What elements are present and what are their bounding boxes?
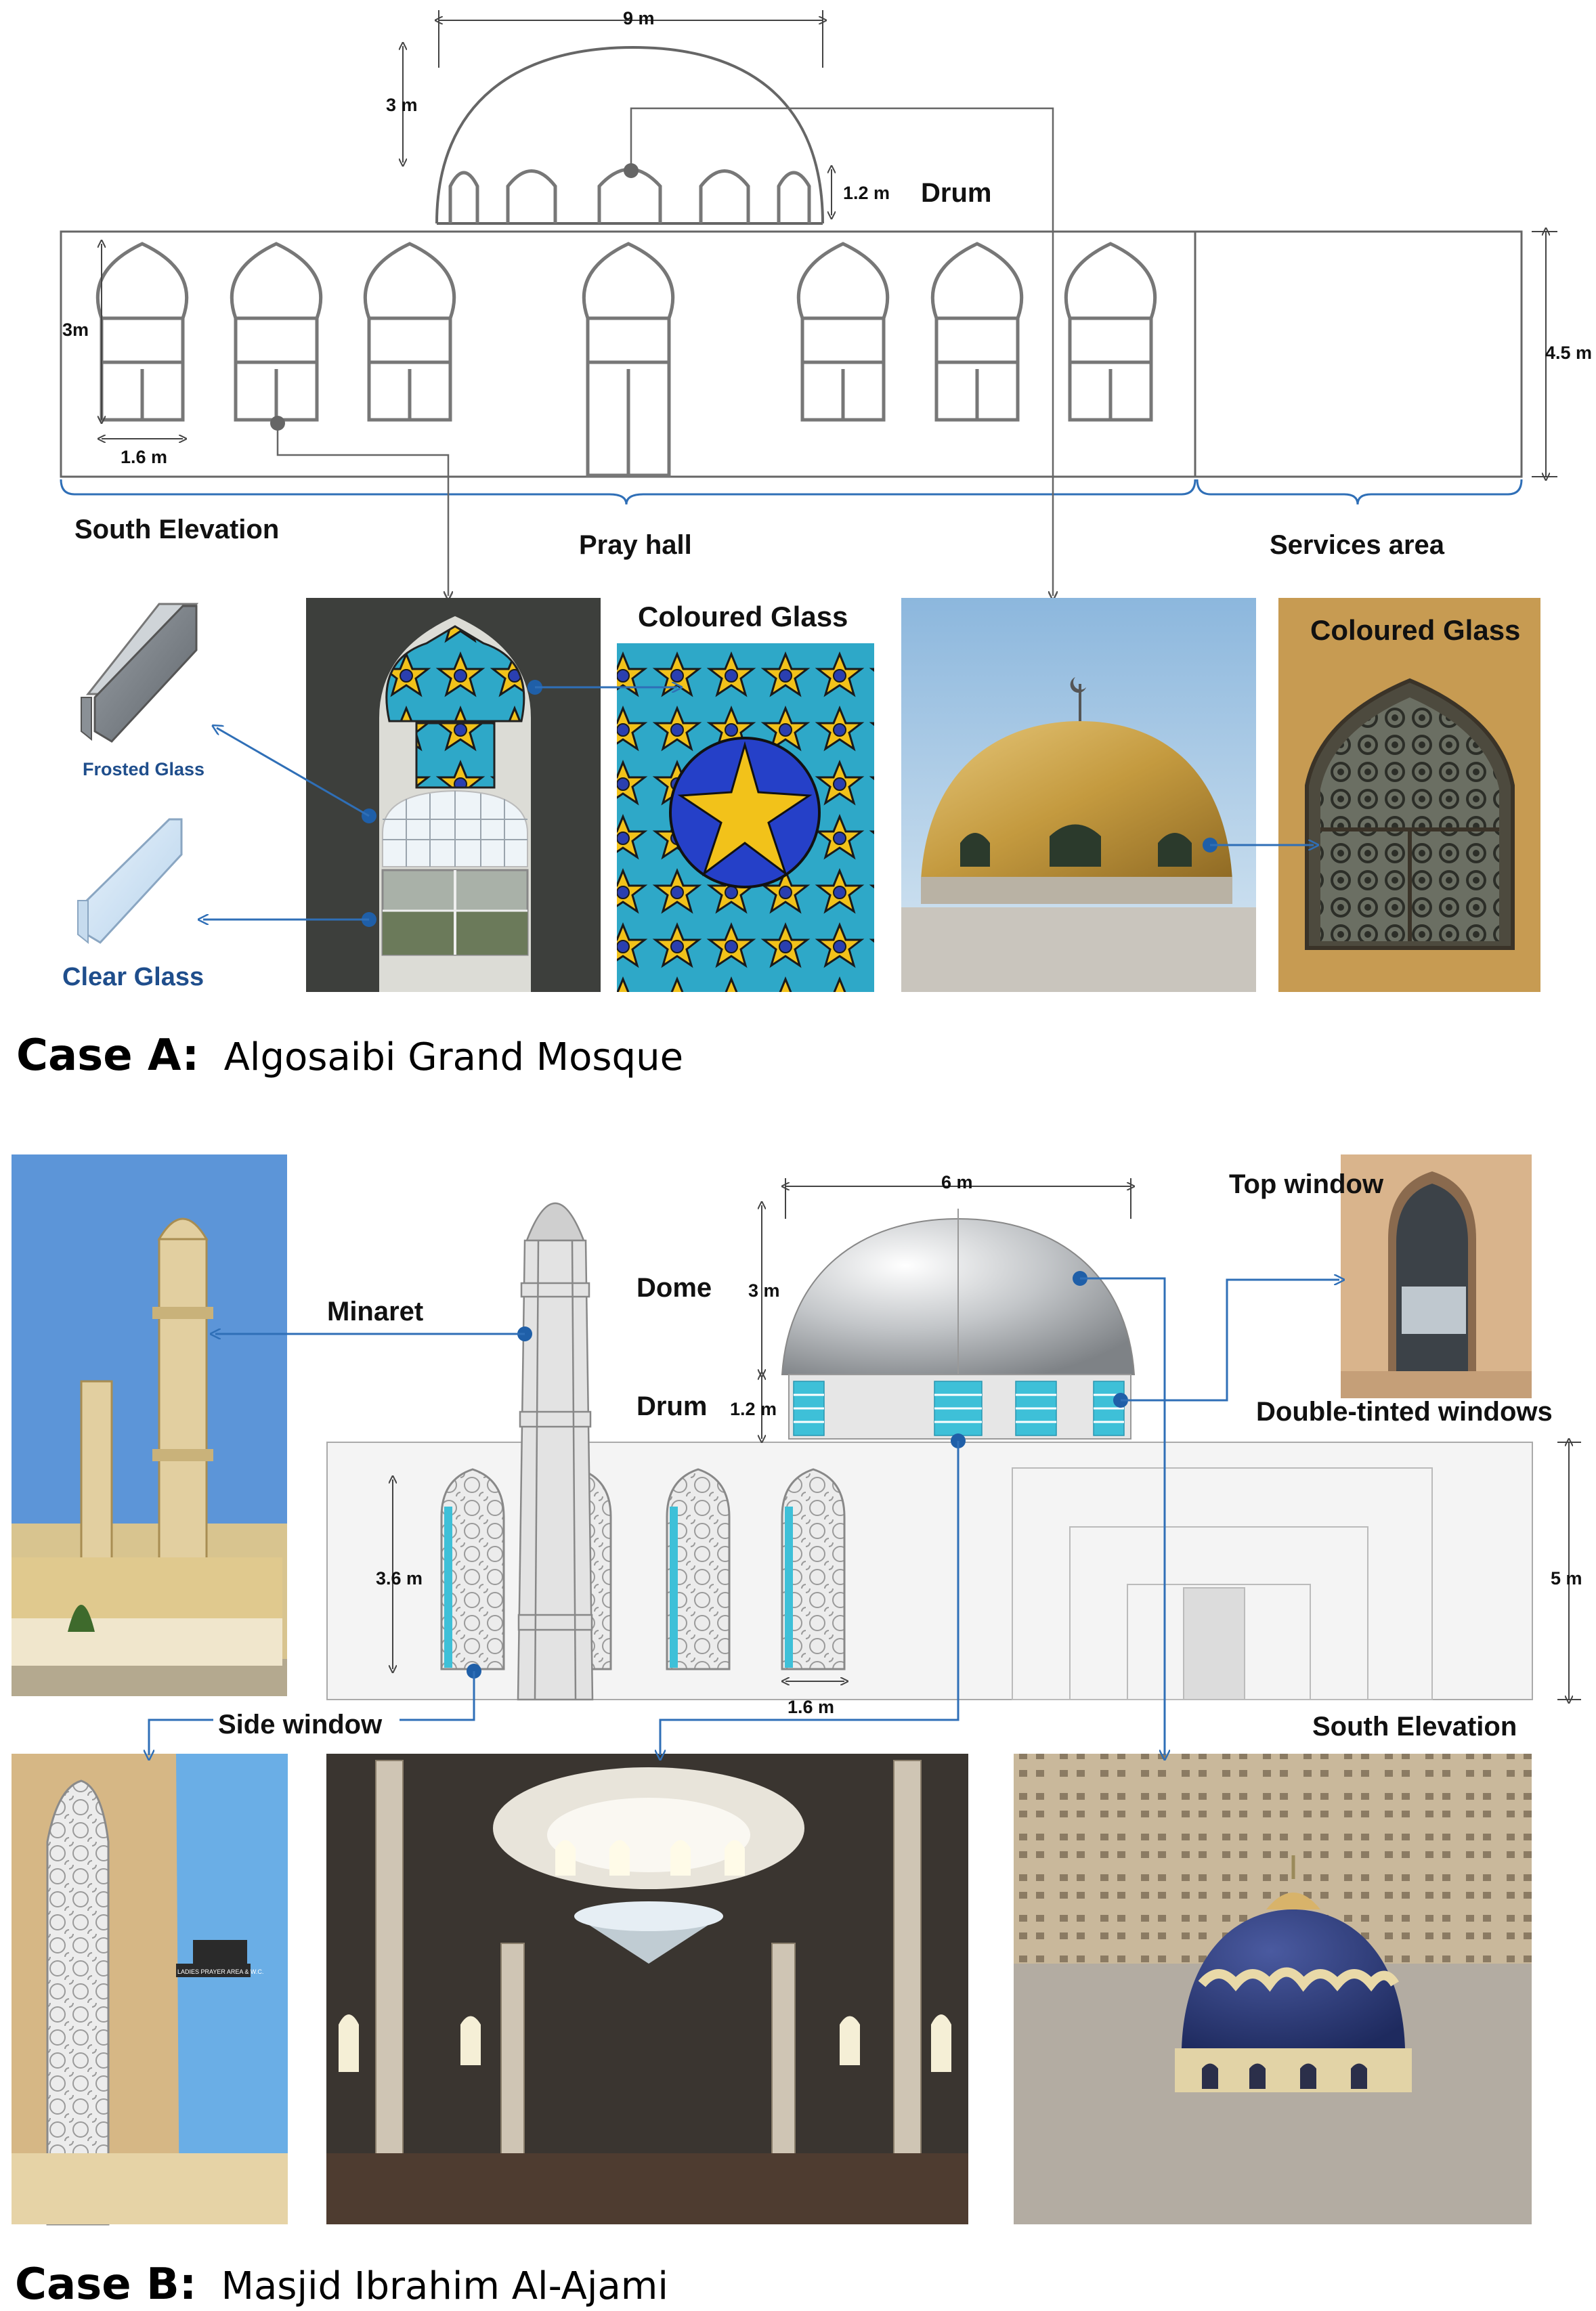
case-b-dim-wall-height: 5 m xyxy=(1551,1568,1582,1589)
case-b-title xyxy=(15,2260,668,2310)
case-b-photo-minaret xyxy=(12,1154,287,1696)
case-a-elevation xyxy=(61,8,1592,596)
case-b-dim-drum-height: 1.2 m xyxy=(730,1399,777,1419)
case-b-label-side-window: Side window xyxy=(218,1710,383,1740)
case-b-title-name: Masjid Ibrahim Al-Ajami xyxy=(221,2264,668,2308)
case-b-sign-text: LADIES PRAYER AREA & W.C. xyxy=(177,1968,264,1975)
case-a-main-wall xyxy=(61,232,1522,477)
case-a-dim-window-width: 1.6 m xyxy=(121,447,168,467)
case-b-label-top-window: Top window xyxy=(1229,1169,1384,1199)
case-b-label-double-tinted: Double-tinted windows xyxy=(1256,1397,1553,1427)
case-b-dome-drawing xyxy=(782,1209,1134,1439)
case-b-dim-dome-width: 6 m xyxy=(941,1172,973,1192)
case-b-minaret-drawing xyxy=(518,1203,592,1700)
case-b-label-dome: Dome xyxy=(637,1273,712,1303)
case-a-dim-window-height: 3m xyxy=(62,320,89,340)
case-b-dim-window-height: 3.6 m xyxy=(376,1568,423,1589)
case-a-title xyxy=(16,1031,683,1081)
case-a-dim-drum-height: 1.2 m xyxy=(843,183,890,203)
case-b-photo-side-window xyxy=(12,1754,288,2224)
case-a-label-clear-glass: Clear Glass xyxy=(62,963,204,991)
case-b-title-prefix: Case B: xyxy=(15,2260,197,2310)
case-b-photo-prayer-hall-interior xyxy=(326,1754,968,2224)
case-a-label-coloured-glass-2: Coloured Glass xyxy=(1310,614,1521,646)
case-a-dim-dome-height: 3 m xyxy=(386,95,418,115)
case-a-wall-windows xyxy=(98,244,1155,475)
case-b-label-south-elevation: South Elevation xyxy=(1312,1712,1517,1742)
case-a-zone-braces xyxy=(61,479,1522,504)
case-a-dome-outline xyxy=(437,47,823,223)
case-b-label-drum: Drum xyxy=(637,1391,708,1421)
case-a-photo-window-interior xyxy=(306,598,601,992)
case-a-glass-icons xyxy=(62,604,204,991)
case-a-label-south-elevation: South Elevation xyxy=(74,515,280,544)
case-a-dimensions xyxy=(102,10,1557,477)
case-a-dim-wall-height: 4.5 m xyxy=(1545,343,1593,363)
case-a-photo-window-closeup xyxy=(1278,598,1540,992)
case-b-dim-window-width: 1.6 m xyxy=(788,1697,835,1717)
frosted-glass-pane-icon xyxy=(81,604,196,741)
clear-glass-pane-icon xyxy=(78,819,181,943)
case-b-main-wall xyxy=(327,1442,1532,1700)
case-a-label-frosted-glass: Frosted Glass xyxy=(83,759,205,779)
case-a-label-coloured-glass-1: Coloured Glass xyxy=(638,601,848,632)
case-a-photo-gold-dome xyxy=(901,598,1256,992)
case-a-photo-coloured-glass-detail xyxy=(617,643,874,992)
case-a-label-pray-hall: Pray hall xyxy=(579,530,692,560)
case-b-label-minaret: Minaret xyxy=(327,1297,424,1326)
case-a-label-drum: Drum xyxy=(921,178,992,208)
case-a-dim-dome-width: 9 m xyxy=(623,8,655,28)
case-b-dim-dome-height: 3 m xyxy=(748,1280,780,1301)
case-a-title-prefix: Case A: xyxy=(16,1031,200,1081)
case-b-photo-blue-dome xyxy=(1014,1754,1532,2224)
case-a-title-name: Algosaibi Grand Mosque xyxy=(223,1035,684,1079)
case-a-label-services-area: Services area xyxy=(1270,530,1445,560)
